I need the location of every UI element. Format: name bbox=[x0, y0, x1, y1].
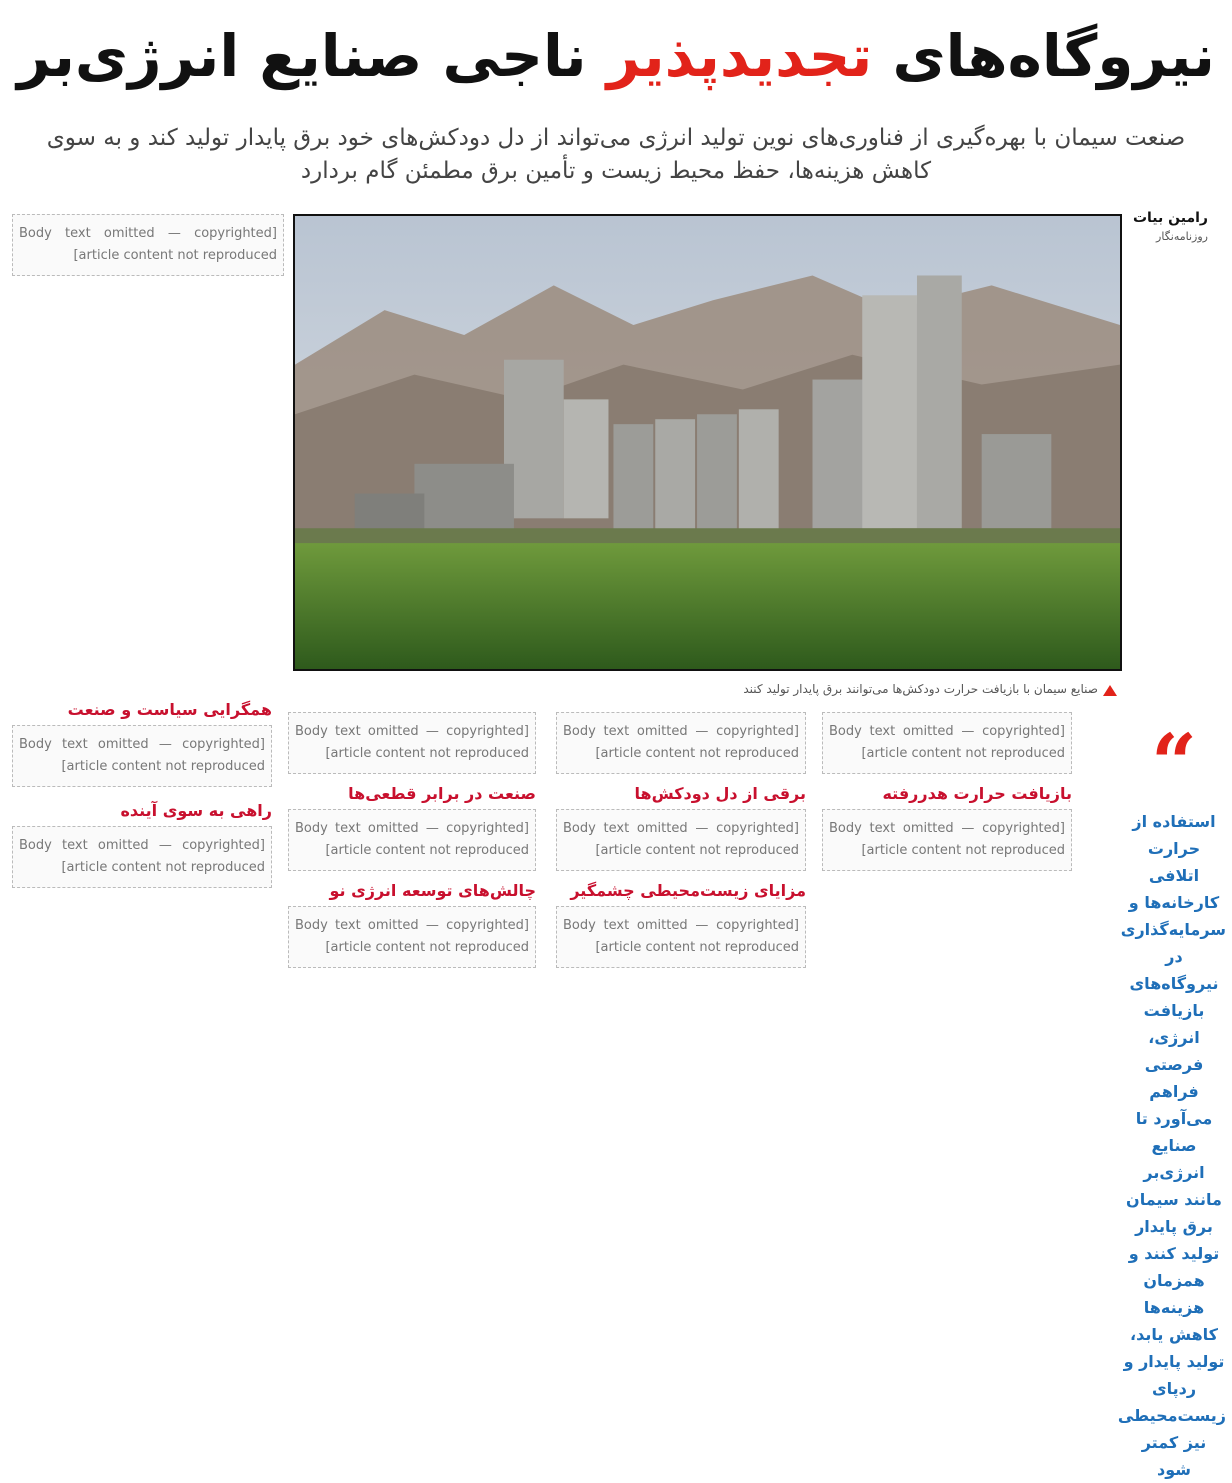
article-photo bbox=[293, 214, 1122, 671]
lead-paragraph: صنعت سیمان با بهره‌گیری از فناوری‌های نوین تولید انرژی می‌تواند از دل دودکش‌های خود برق پایدار تولید کند و به سوی کاهش هزینه‌ها، حفظ محیط زیست و تأمین برق مطمئن گام بردارد bbox=[46, 125, 1186, 184]
photo-caption: صنایع سیمان با بازیافت حرارت دودکش‌ها می‌توانند برق پایدار تولید کنند bbox=[743, 682, 1098, 696]
column-left-top bbox=[12, 214, 284, 674]
body-note: [Body text omitted — copyrighted article content not reproduced] bbox=[288, 809, 536, 871]
author-role: روزنامه‌نگار bbox=[1156, 230, 1208, 243]
section-heading: برقی از دل دودکش‌ها bbox=[634, 784, 806, 803]
body-note: [Body text omitted — copyrighted article content not reproduced] bbox=[822, 712, 1072, 774]
body-note: [Body text omitted — copyrighted article content not reproduced] bbox=[556, 906, 806, 968]
section-heading: صنعت در برابر قطعی‌ها bbox=[348, 784, 536, 803]
section-heading: مزایای زیست‌محیطی چشمگیر bbox=[570, 881, 806, 900]
body-note: [Body text omitted — copyrighted article content not reproduced] bbox=[12, 214, 284, 276]
body-note: [Body text omitted — copyrighted article content not reproduced] bbox=[12, 826, 272, 888]
headline-part-1: نیروگاه‌های bbox=[872, 22, 1215, 90]
section-heading: راهی به سوی آینده bbox=[120, 801, 272, 820]
pull-quote-text: استفاده از حرارت اتلافی کارخانه‌ها و سرمایه‌گذاری در نیروگاه‌های بازیافت انرژی، فرصتی فراهم می‌آورد تا صنایع انرژی‌بر مانند سیمان برق پایدار تولید کنند و همزمان هزینه‌ها کاهش یابد، تولید پایدار و ردپای زیست‌محیطی نیز کمتر شود bbox=[1117, 812, 1226, 1479]
headline-part-2: ناجی صنایع انرژی‌بر bbox=[17, 22, 607, 90]
body-note: [Body text omitted — copyrighted article content not reproduced] bbox=[288, 906, 536, 968]
column-4 bbox=[822, 712, 1072, 1406]
headline bbox=[14, 6, 1218, 106]
column-left-bottom bbox=[12, 690, 272, 1406]
cement-plant-illustration bbox=[295, 216, 1120, 669]
quote-mark-icon: “ bbox=[1150, 716, 1197, 810]
body-note: [Body text omitted — copyrighted article content not reproduced] bbox=[288, 712, 536, 774]
headline-accent: تجدیدپذیر bbox=[606, 22, 873, 90]
column-2 bbox=[288, 712, 536, 1406]
caption-marker-icon bbox=[1103, 685, 1117, 696]
section-heading: بازیافت حرارت هدررفته bbox=[882, 784, 1072, 803]
author-name: رامین بیات bbox=[1132, 210, 1208, 226]
body-note: [Body text omitted — copyrighted article content not reproduced] bbox=[12, 725, 272, 787]
body-note: [Body text omitted — copyrighted article content not reproduced] bbox=[822, 809, 1072, 871]
pull-quote bbox=[1117, 716, 1226, 1479]
body-note: [Body text omitted — copyrighted article content not reproduced] bbox=[556, 712, 806, 774]
column-3 bbox=[556, 712, 806, 1406]
body-note: [Body text omitted — copyrighted article content not reproduced] bbox=[556, 809, 806, 871]
section-heading: چالش‌های توسعه انرژی نو bbox=[329, 881, 536, 900]
byline bbox=[1118, 210, 1208, 243]
section-heading: همگرایی سیاست و صنعت bbox=[67, 700, 272, 719]
